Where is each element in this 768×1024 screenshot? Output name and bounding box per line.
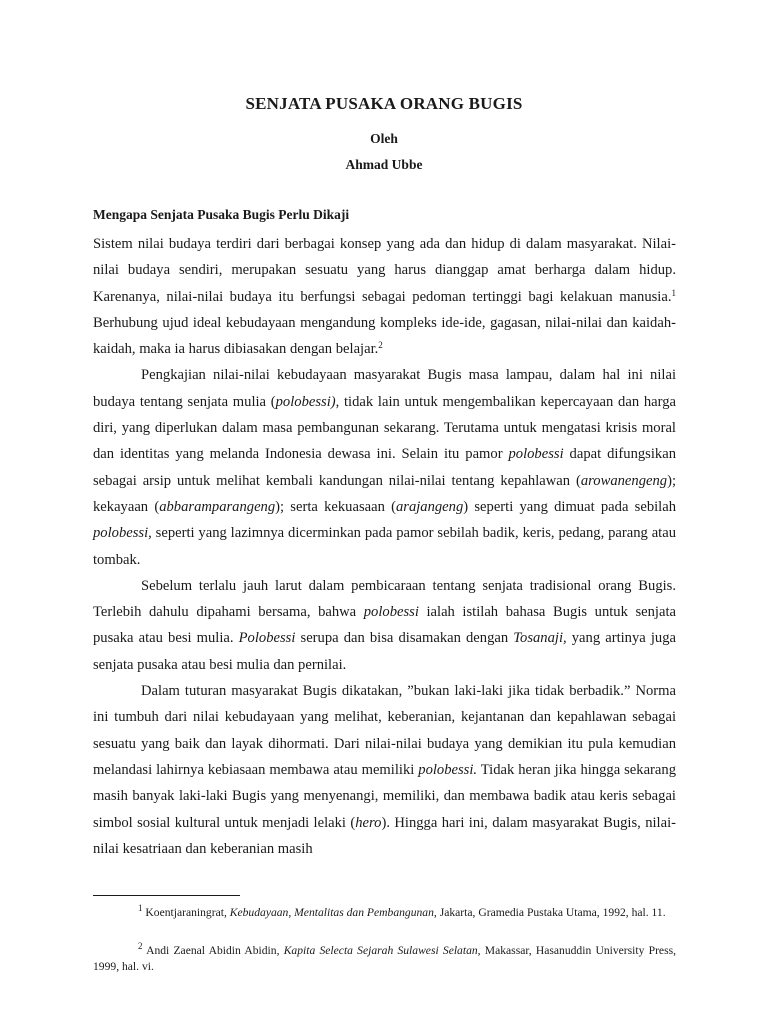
paragraph-text: ); serta kekuasaan ( [275,498,396,515]
italic-term: polobessi) [275,393,336,410]
section-heading: Mengapa Senjata Pusaka Bugis Perlu Dikaji [93,207,350,222]
footnote-1 [93,905,676,921]
paragraph-text: Tidak heran jika hingga sekarang masih banyak laki-laki Bugis yang menyenangi, memiliki, dan membawa badik atau keris sebagai simbol sosial kultural untuk menjadi lelaki ( [93,761,676,831]
italic-term: polobessi [363,604,419,621]
footnote-title: Kapita Selecta Sejarah Sulawesi Selatan [283,944,478,957]
paragraph-text: serupa dan bisa disamakan dengan [295,630,514,647]
italic-term: abbaramparangeng [159,498,276,515]
footnote-ref-2: 2 [378,340,383,351]
paragraph-2 [93,362,676,572]
paragraph-text: , tidak lain untuk mengembalikan kepercayaan dan harga diri, yang diperlukan dalam masa pembangunan sekarang. Terutama untuk mengatasi krisis moral dan identitas yang melanda Indonesia dewasa ini. Selain itu pamor [93,393,676,463]
paragraph-text: ialah istilah bahasa Bugis untuk senjata pusaka atau besi mulia. [93,604,676,647]
page-title: SENJATA PUSAKA ORANG BUGIS [245,94,523,113]
paragraph-text: ). Hingga hari ini, dalam masyarakat Bugis, nilai-nilai kesatriaan dan keberanian masih [93,814,676,857]
paragraph-text: Sistem nilai budaya terdiri dari berbagai konsep yang ada dan hidup di dalam masyarakat. Nilai-nilai budaya sendiri, merupakan sesuatu yang harus dianggap amat berharga dalam hidup. Karenanya, nilai-nilai budaya itu berfungsi sebagai pedoman tertinggi bagi kelakuan manusia. [93,236,676,305]
italic-term: polobessi [508,446,564,463]
footnote-text: , Makassar, Hasanuddin University Press, 1999, hal. vi. [93,944,676,973]
italic-term: arowanengeng [580,472,668,489]
footnote-text: Jakarta, Gramedia Pustaka Utama, 1992, hal. 11. [436,906,666,919]
footnote-number: 2 [138,941,143,951]
paragraph-text: dapat difungsikan sebagai arsip untuk melihat kembali kandungan nilai-nilai tentang kepahlawan ( [93,446,676,489]
italic-term: Polobessi [238,630,296,647]
byline-oleh: Oleh [370,131,398,146]
paragraph-text: Berhubung ujud ideal kebudayaan mengandung kompleks ide-ide, gagasan, nilai-nilai dan kaidah-kaidah, maka ia harus dibiasakan dengan belajar. [93,314,676,358]
italic-term: arajangeng [395,498,464,515]
footnote-text: Andi Zaenal Abidin Abidin, [142,944,284,957]
paragraph-4 [93,678,676,862]
footnote-text: Koentjaraningrat, [142,906,230,919]
paragraph-3 [93,573,676,678]
italic-term: polobessi. [418,761,478,778]
paragraph-text: Pengkajian nilai-nilai kebudayaan masyarakat Bugis masa lampau, dalam hal ini nilai budaya tentang senjata mulia ( [93,367,676,410]
paragraph-text: , seperti yang lazimnya dicerminkan pada pamor sebilah badik, keris, pedang, parang atau tombak. [93,525,676,568]
paragraph-text: Dalam tuturan masyarakat Bugis dikatakan, ”bukan laki-laki jika tidak berbadik.” Norma ini tumbuh dari nilai kebudayaan yang melihat, keberanian, kejantanan dan kepahlawan sebagai sesuatu yang baik dan layak dihormati. Dari nilai-nilai budaya yang demikian itu pula kemudian melandasi lahirnya kebiasaan membawa atau memiliki [93,683,676,778]
footnote-number: 1 [138,903,143,913]
italic-term: hero [355,814,382,831]
paragraph-text: ); kekayaan ( [93,472,676,515]
paragraph-text: yang artinya juga senjata pusaka atau besi mulia dan pernilai. [93,630,676,673]
author-name: Ahmad Ubbe [345,157,423,172]
body-text [93,231,676,862]
italic-term: polobessi [93,525,149,542]
italic-term: Tosanaji, [513,630,567,647]
paragraph-text: ) seperti yang dimuat pada sebilah [463,498,676,515]
footnote-2 [93,943,676,974]
footnote-separator [93,895,240,896]
paragraph-text: Sebelum terlalu jauh larut dalam pembicaraan tentang senjata tradisional orang Bugis. Terlebih dahulu dipahami bersama, bahwa [93,577,676,621]
paragraph-1 [93,231,676,362]
footnote-ref-1: 1 [671,287,676,298]
footnote-title: Kebudayaan, Mentalitas dan Pembangunan, [229,906,437,919]
